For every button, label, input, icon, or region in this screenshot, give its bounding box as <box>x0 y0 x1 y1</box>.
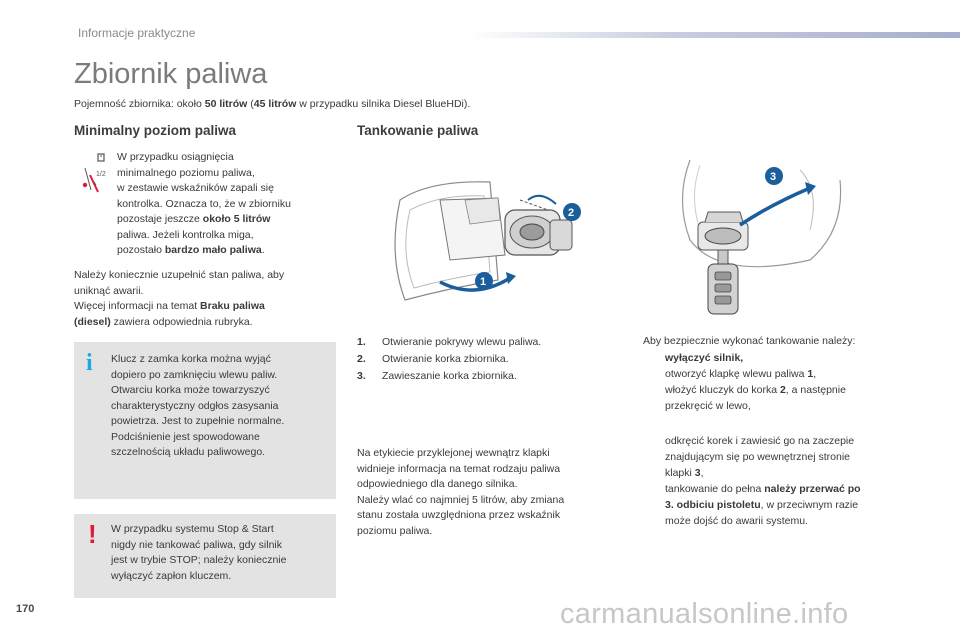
svg-text:1: 1 <box>480 276 487 288</box>
fuel-flap-illustration <box>380 160 590 320</box>
min-fuel-warning-text: W przypadku osiągnięcia minimalnego poziomu paliwa, w zestawie wskaźników zapali się kontrolka. Oznacza to, że w zbiorniku pozostaje jeszcze około 5 litrów paliwa. Jeżeli kontrolka miga, pozostało bardzo mało paliwa. <box>117 151 291 256</box>
safe-refuel-intro: Aby bezpiecznie wykonać tankowanie należy: <box>643 335 856 347</box>
warning-box-text: W przypadku systemu Stop & Start nigdy nie tankować paliwa, gdy silnik jest w trybie STOP; należy koniecznie wyłączyć zapłon kluczem. <box>111 523 287 582</box>
watermark: carmanualsonline.info <box>560 598 849 630</box>
list-item: wyłączyć silnik, <box>665 352 744 364</box>
fuel-cap-hanging-illustration <box>660 150 850 320</box>
list-item: 3. Zawieszanie korka zbiornika. <box>357 370 517 382</box>
header-bar <box>470 32 960 38</box>
list-item: 2. Otwieranie korka zbiornika. <box>357 353 509 365</box>
list-item: 1. Otwieranie pokrywy wlewu paliwa. <box>357 336 542 348</box>
refill-advice-text: Należy koniecznie uzupełnić stan paliwa, aby uniknąć awarii. Więcej informacji na temat Braku paliwa (diesel) zawiera odpowiednia rubryka. <box>74 269 285 328</box>
info-box-text: Klucz z zamka korka można wyjąć dopiero po zamknięciu wlewu paliw. Otwarciu korka może towarzyszyć charakterystyczny odgłos zasysania powietrza. Jest to zupełnie normalne. Podciśnienie jest spowodowane szczelnością układu paliwowego. <box>111 353 285 458</box>
refuel-steps-list <box>357 334 617 385</box>
svg-text:2: 2 <box>568 207 575 219</box>
list-item: otworzyć klapkę wlewu paliwa 1, <box>665 368 817 380</box>
info-icon: i <box>86 350 93 376</box>
list-item: włożyć kluczyk do korka 2, a następnie przekręcić w lewo, <box>665 384 846 412</box>
heading-refuelling: Tankowanie paliwa <box>357 123 479 138</box>
svg-text:3: 3 <box>770 171 777 183</box>
tank-capacity: Pojemność zbiornika: około 50 litrów (45 litrów w przypadku silnika Diesel BlueHDi). <box>74 98 471 110</box>
safe-refuel-list <box>643 350 943 414</box>
section-header: Informacje praktyczne <box>78 26 196 40</box>
page-title: Zbiornik paliwa <box>74 58 268 90</box>
heading-min-fuel: Minimalny poziom paliwa <box>74 123 237 138</box>
safe-refuel-list-continued <box>643 433 943 529</box>
fuel-gauge-icon <box>76 152 112 196</box>
svg-text:1/2: 1/2 <box>96 171 106 178</box>
warning-icon: ! <box>88 519 97 549</box>
list-item: odkręcić korek i zawiesić go na zaczepie znajdującym się po wewnętrznej stronie klapki 3, <box>665 435 855 479</box>
fuel-label-text: Na etykiecie przyklejonej wewnątrz klapki widnieje informacja na temat rodzaju paliwa odpowiedniego dla danego silnika. Należy wlać co najmniej 5 litrów, aby zmiana stanu została uwzględniona przez wskaźnik poziomu paliwa. <box>357 447 565 537</box>
page-number: 170 <box>16 603 35 615</box>
list-item: tankowanie do pełna należy przerwać po 3. odbiciu pistoletu, w przeciwnym razie może dojść do awarii systemu. <box>665 483 861 527</box>
